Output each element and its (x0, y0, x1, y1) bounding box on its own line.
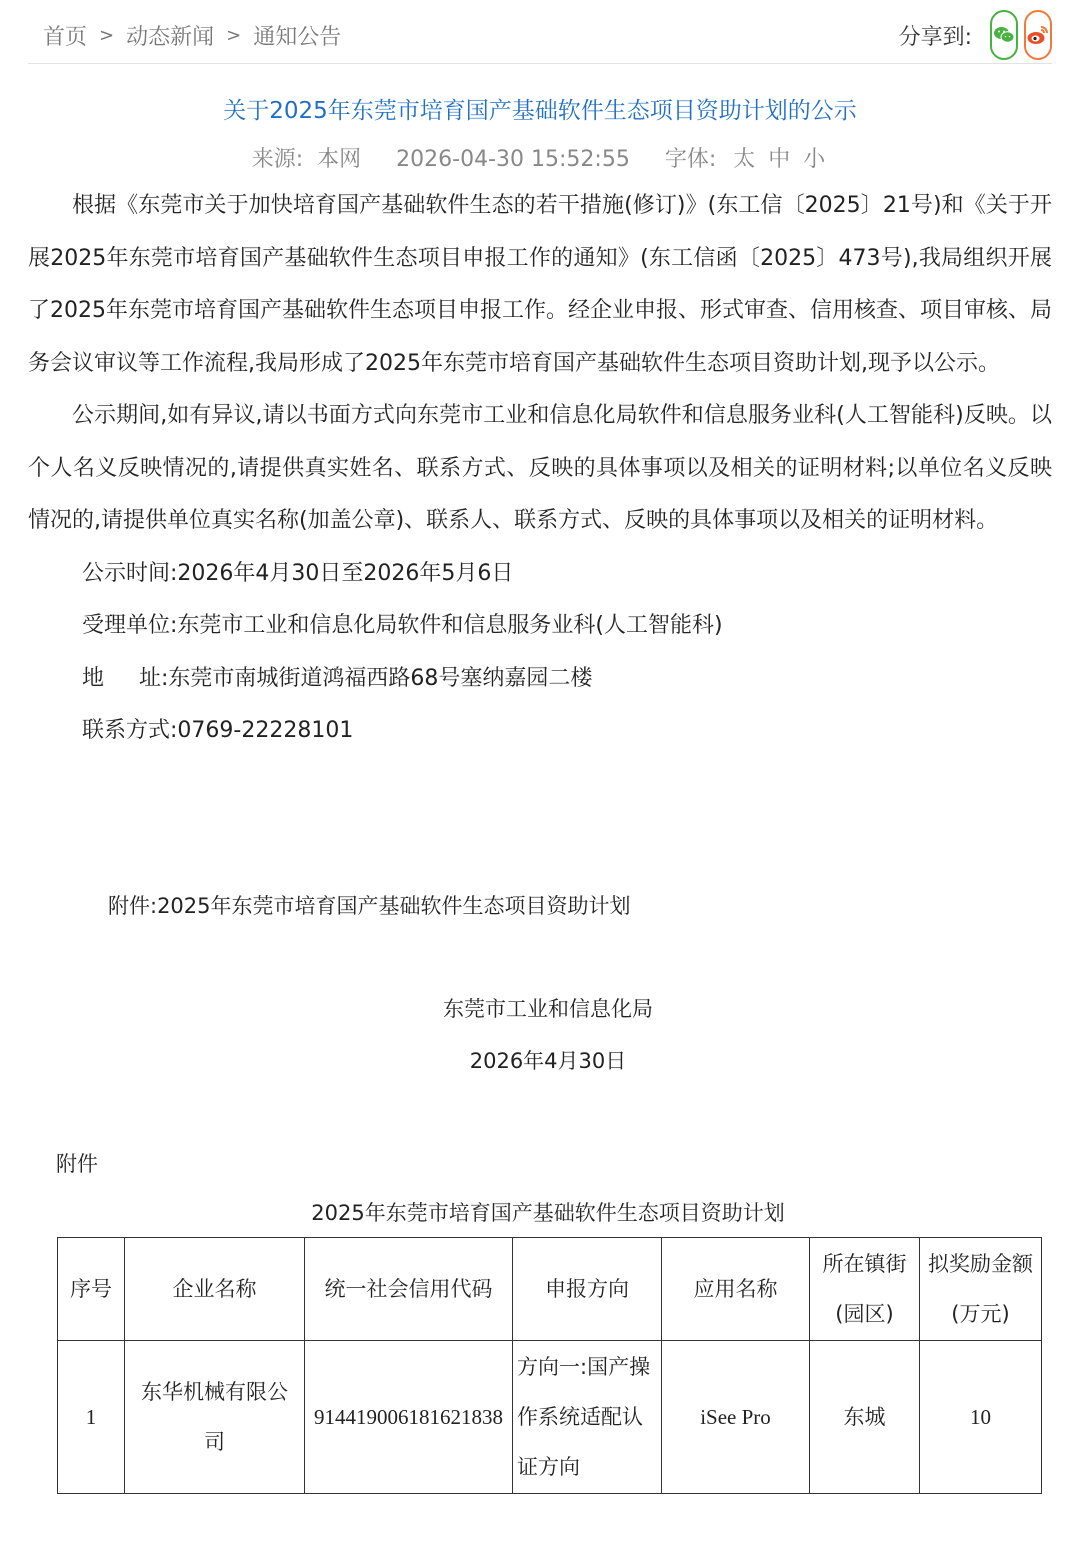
info-line: 受理单位:东莞市工业和信息化局软件和信息服务业科(人工智能科) (82, 613, 723, 638)
breadcrumb-home-link[interactable]: 首页 (43, 25, 88, 50)
table-header-row (58, 1238, 1042, 1341)
font-label: 字体: (664, 147, 717, 172)
table-cell: iSee Pro (662, 1341, 810, 1494)
info-line: 联系方式:0769-22228101 (82, 718, 354, 743)
breadcrumb-separator: > (99, 25, 115, 46)
table-cell: 东城 (810, 1341, 920, 1494)
header-cell: 申报方向 (513, 1238, 662, 1341)
font-size-control (665, 147, 828, 172)
paragraph: 根据《东莞市关于加快培育国产基础软件生态的若干措施(修订)》(东工信〔2025〕21号)和《关于开展2025年东莞市培育国产基础软件生态项目申报工作的通知》(东工信函〔2025〕473号),我局组织开展了2025年东莞市培育国产基础软件生态项目申报工作。经企业申报、形式审查、信用核查、项目审核、局务会议审议等工作流程,我局形成了2025年东莞市培育国产基础软件生态项目资助计划,现予以公示。 (28, 193, 1052, 376)
font-large-button[interactable]: 太 (733, 147, 756, 172)
breadcrumb-notice-link[interactable]: 通知公告 (253, 25, 342, 50)
table-cell: 1 (58, 1341, 125, 1494)
paragraph: 公示期间,如有异议,请以书面方式向东莞市工业和信息化局软件和信息服务业科(人工智能科)反映。以个人名义反映情况的,请提供真实姓名、联系方式、反映的具体事项以及相关的证明材料;以单位名义反映情况的,请提供单位真实名称(加盖公章)、联系人、联系方式、反映的具体事项以及相关的证明材料。 (28, 403, 1052, 533)
source-label: 来源: (251, 147, 304, 172)
attachment-label: 附件 (56, 1152, 98, 1176)
font-small-button[interactable]: 小 (803, 147, 826, 172)
signature-org: 东莞市工业和信息化局 (443, 997, 653, 1021)
share-label: 分享到: (898, 24, 972, 50)
source-info (252, 147, 361, 172)
wechat-share-button[interactable] (990, 10, 1018, 60)
weibo-share-button[interactable] (1024, 10, 1052, 60)
header-cell: 拟奖励金额(万元) (920, 1238, 1042, 1341)
weibo-icon (1026, 23, 1050, 47)
header-cell: 企业名称 (125, 1238, 305, 1341)
header-cell: 序号 (58, 1238, 125, 1341)
publish-date: 2026-04-30 15:52:55 (396, 147, 630, 172)
header-cell: 所在镇街(园区) (810, 1238, 920, 1341)
wechat-icon (992, 23, 1016, 47)
breadcrumb (43, 20, 341, 51)
info-line: 公示时间:2026年4月30日至2026年5月6日 (82, 560, 514, 586)
source-value: 本网 (317, 147, 362, 172)
table-cell: 914419006181621838 (305, 1341, 513, 1494)
article-meta (0, 142, 1080, 173)
header-cell: 统一社会信用代码 (305, 1238, 513, 1341)
funding-plan-table (57, 1237, 1042, 1494)
table-title: 2025年东莞市培育国产基础软件生态项目资助计划 (311, 1201, 785, 1225)
table-row (58, 1341, 1042, 1494)
table-cell: 方向一:国产操作系统适配认证方向 (513, 1341, 662, 1494)
font-medium-button[interactable]: 中 (768, 147, 791, 172)
article-title: 关于2025年东莞市培育国产基础软件生态项目资助计划的公示 (223, 98, 857, 124)
table-cell: 东华机械有限公司 (125, 1341, 305, 1494)
attachment-link[interactable]: 附件:2025年东莞市培育国产基础软件生态项目资助计划 (108, 894, 631, 918)
header-cell: 应用名称 (662, 1238, 810, 1341)
info-line: 地 址:东莞市南城街道鸿福西路68号塞纳嘉园二楼 (82, 665, 593, 691)
breadcrumb-news-link[interactable]: 动态新闻 (126, 25, 215, 50)
article-body (28, 180, 1052, 758)
table-cell: 10 (920, 1341, 1042, 1494)
signature-date: 2026年4月30日 (469, 1049, 627, 1073)
top-bar (28, 0, 1052, 64)
breadcrumb-separator: > (226, 25, 242, 46)
share-bar (899, 10, 1052, 60)
